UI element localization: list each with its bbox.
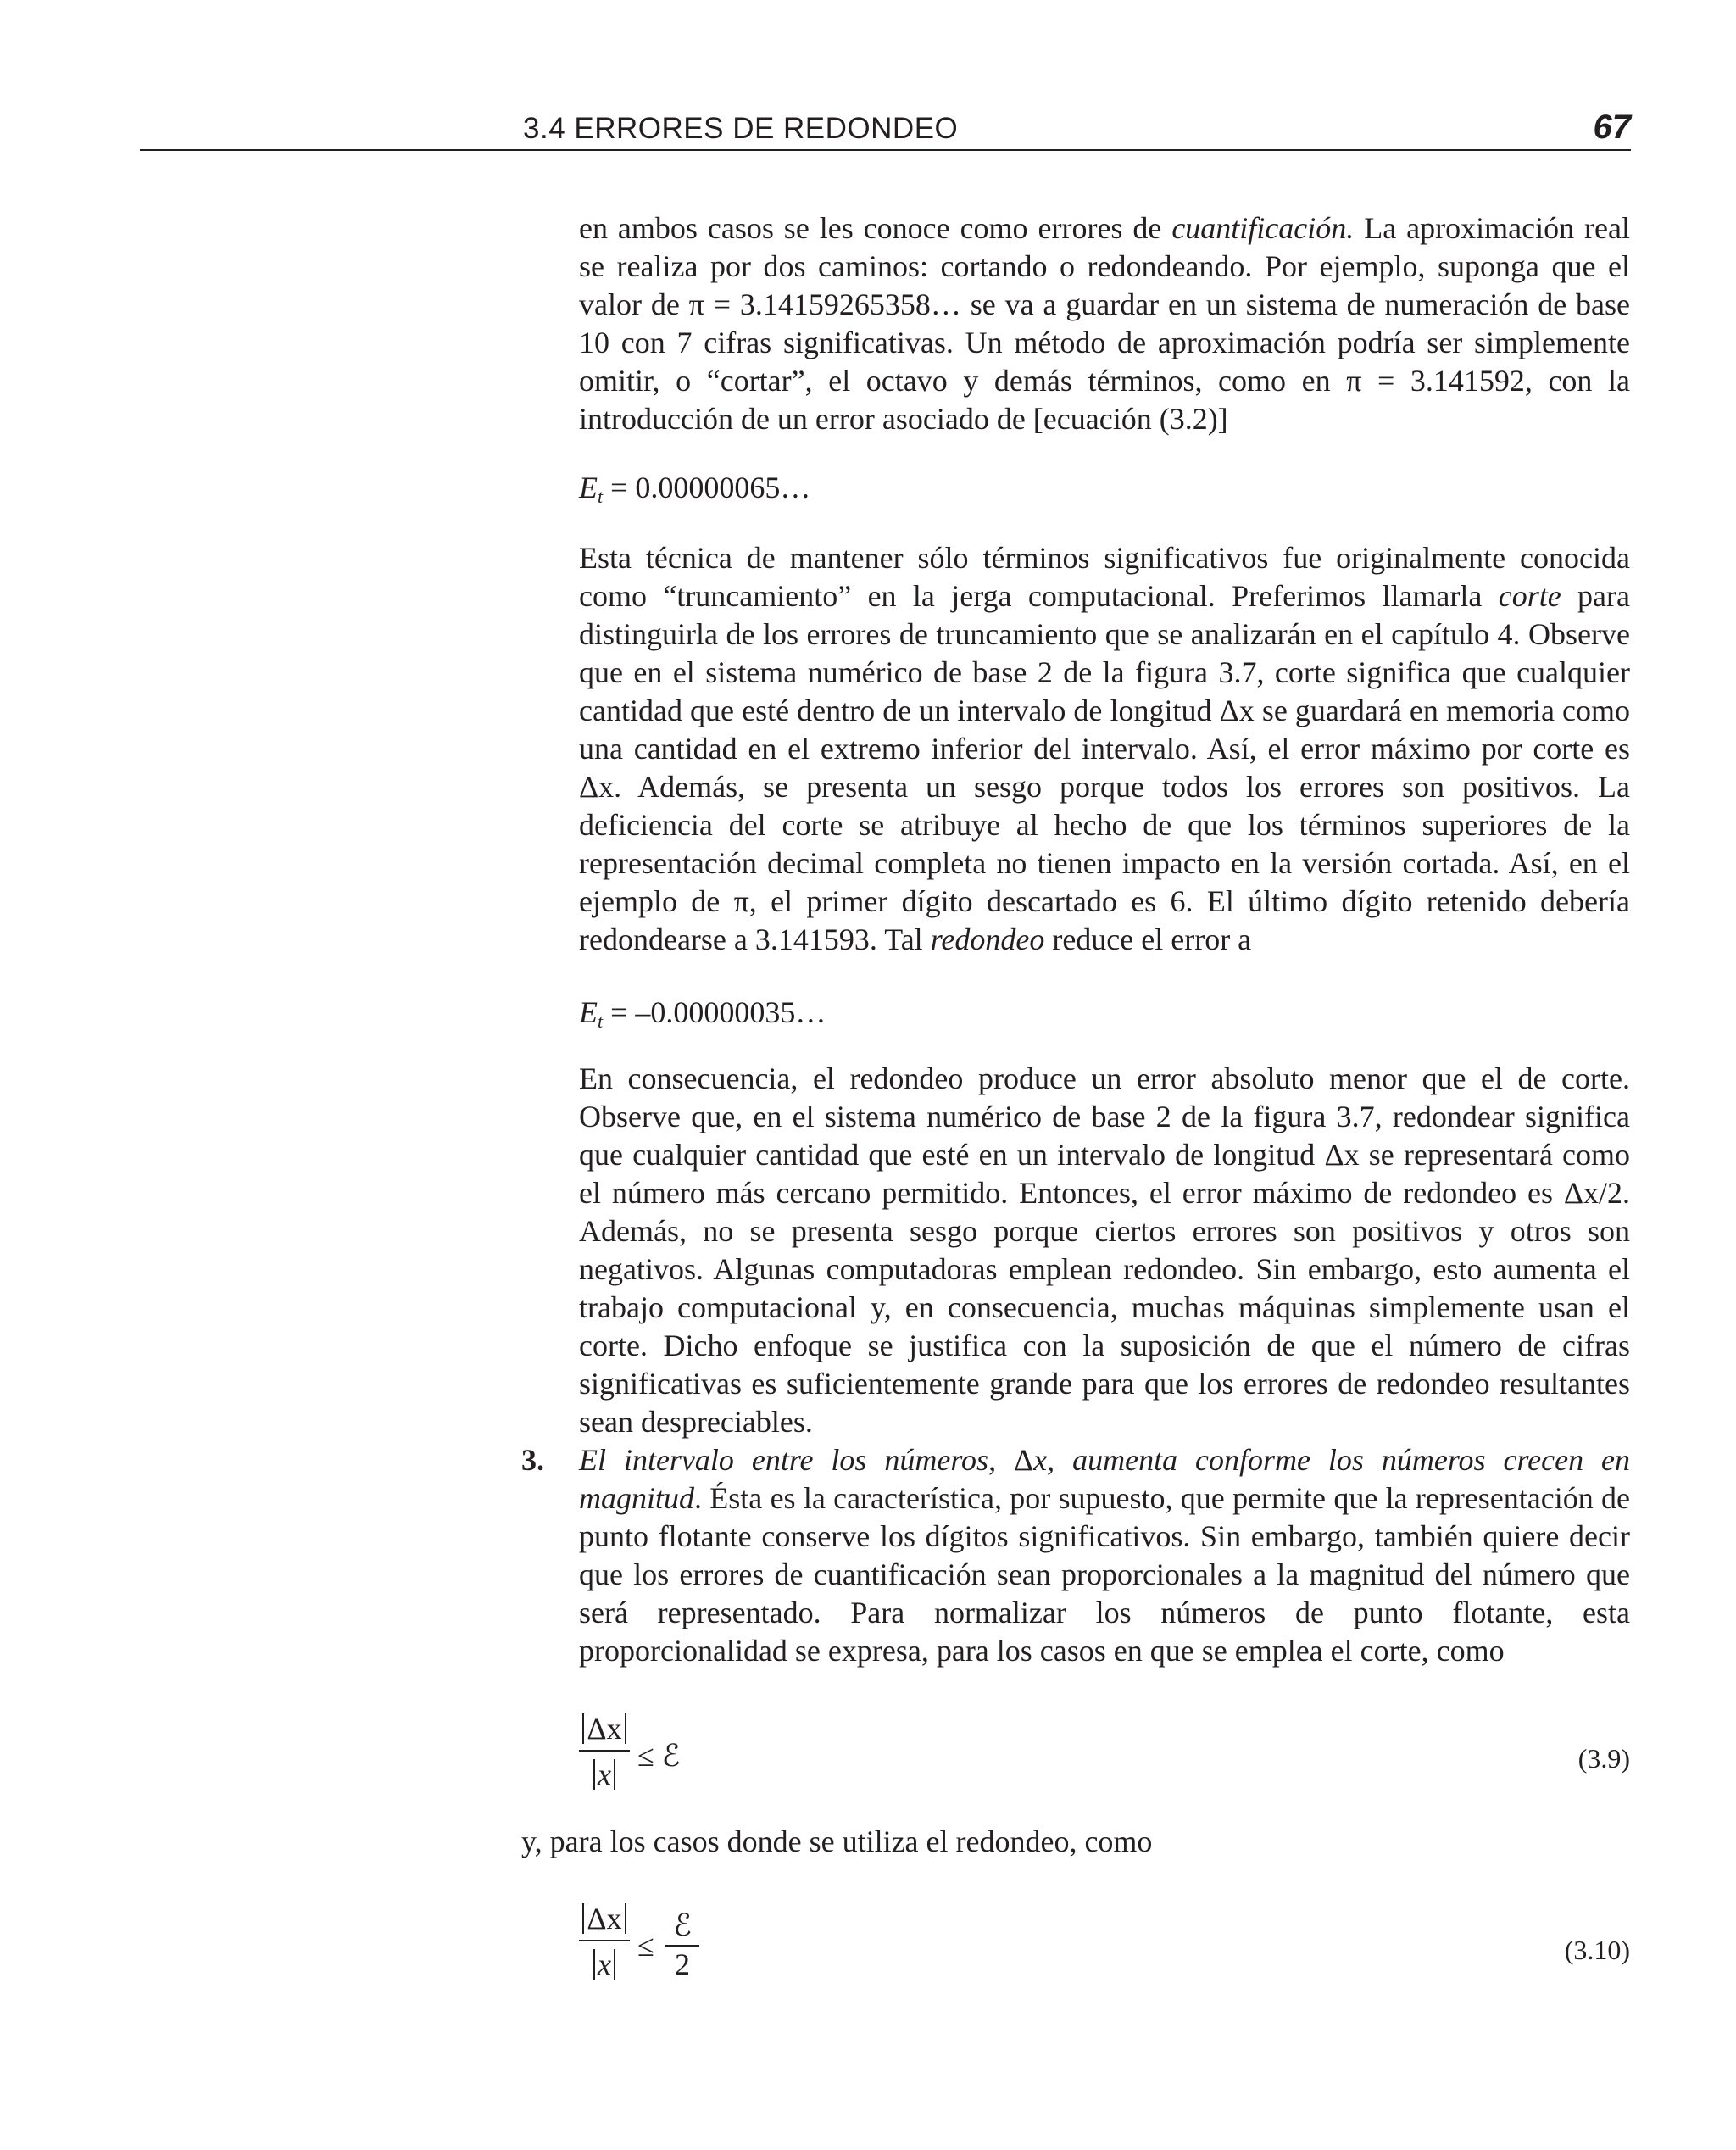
equation-number-3-9: (3.9) [1577, 1743, 1630, 1774]
running-head: 3.4 ERRORES DE REDONDEO [523, 112, 959, 145]
equation-3-10-fraction: $\frac{\Delta x}{x}$ [579, 1901, 630, 1982]
equation-number-3-10: (3.10) [1564, 1935, 1630, 1965]
page-number: 67 [1593, 109, 1631, 146]
equation-3-9-fraction: $\frac{\Delta x}{x}$ [579, 1711, 630, 1792]
page-header [140, 107, 1631, 151]
paragraph-3: En consecuencia, el redondeo produce un error absoluto menor que el de corte. Observe que, en el sistema numérico de base 2 de la figura 3.7, redondear significa que cualquier cantidad que esté en un intervalo de longitud Δx se representará como el número más cercano permitido. Entonces, el error máximo de redondeo es Δx/2. Además, no se presenta sesgo porque ciertos errores son positivos y otros son negativos. Algunas computadoras emplean redondeo. Sin embargo, esto aumenta el trabajo computacional y, en consecuencia, muchas máquinas simplemente usan el corte. Dicho enfoque se justifica con la suposición de que el número de cifras significativas es suficientemente grande para que los errores de redondeo resultantes sean despreciables. [579, 1061, 1630, 1439]
equation-3-10-relation: ≤ [637, 1929, 654, 1963]
equation-et-round: $E_t$ = –0.00000035… [579, 995, 826, 1032]
paragraph-1: en ambos casos se les conoce como errores de cuantificación. La aproximación real se realiza por dos caminos: cortando o redondeando. Por ejemplo, suponga que el valor de π = 3.14159265358… se va a guardar en un sistema de numeración de base 10 con 7 cifras significativas. Un método de aproximación podría ser simplemente omitir, o “cortar”, el octavo y demás términos, como en π = 3.141592, con la introducción de un error asociado de [ecuación (3.2)] [579, 211, 1630, 436]
paragraph-2: Esta técnica de mantener sólo términos significativos fue originalmente conocida como “truncamiento” en la jerga computacional. Preferimos llamarla corte para distinguirla de los errores de truncamiento que se analizarán en el capítulo 4. Observe que en el sistema numérico de base 2 de la figura 3.7, corte significa que cualquier cantidad que esté dentro de un intervalo de longitud Δx se guardará en memoria como una cantidad en el extremo inferior del intervalo. Así, el error máximo por corte es Δx. Además, se presenta un sesgo porque todos los errores son positivos. La deficiencia del corte se atribuye al hecho de que los términos superiores de la representación decimal completa no tienen impacto en la versión cortada. Así, en el ejemplo de π, el primer dígito descartado es 6. El último dígito retenido debería redondearse a 3.141593. Tal redondeo reduce el error a [579, 541, 1630, 956]
connector-text: y, para los casos donde se utiliza el redondeo, como [521, 1824, 1153, 1858]
list-item-number: 3. [521, 1443, 544, 1477]
equation-et-cut: $E_t$ = 0.00000065… [579, 471, 811, 507]
equation-3-9-relation: ≤ ℰ [637, 1739, 681, 1773]
equation-3-10-rhs: ℰ 2 [665, 1908, 699, 1982]
list-item-3-text: El intervalo entre los números, Δx, aumenta conforme los números crecen en magnitud. Ésta es la característica, por supuesto, que permite que la representación de punto flotante conserve los dígitos significativos. Sin embargo, también quiere decir que los errores de cuantificación sean proporcionales a la magnitud del número que será representado. Para normalizar los números de punto flotante, esta proporcionalidad se expresa, para los casos en que se emplea el corte, como [579, 1443, 1631, 1668]
